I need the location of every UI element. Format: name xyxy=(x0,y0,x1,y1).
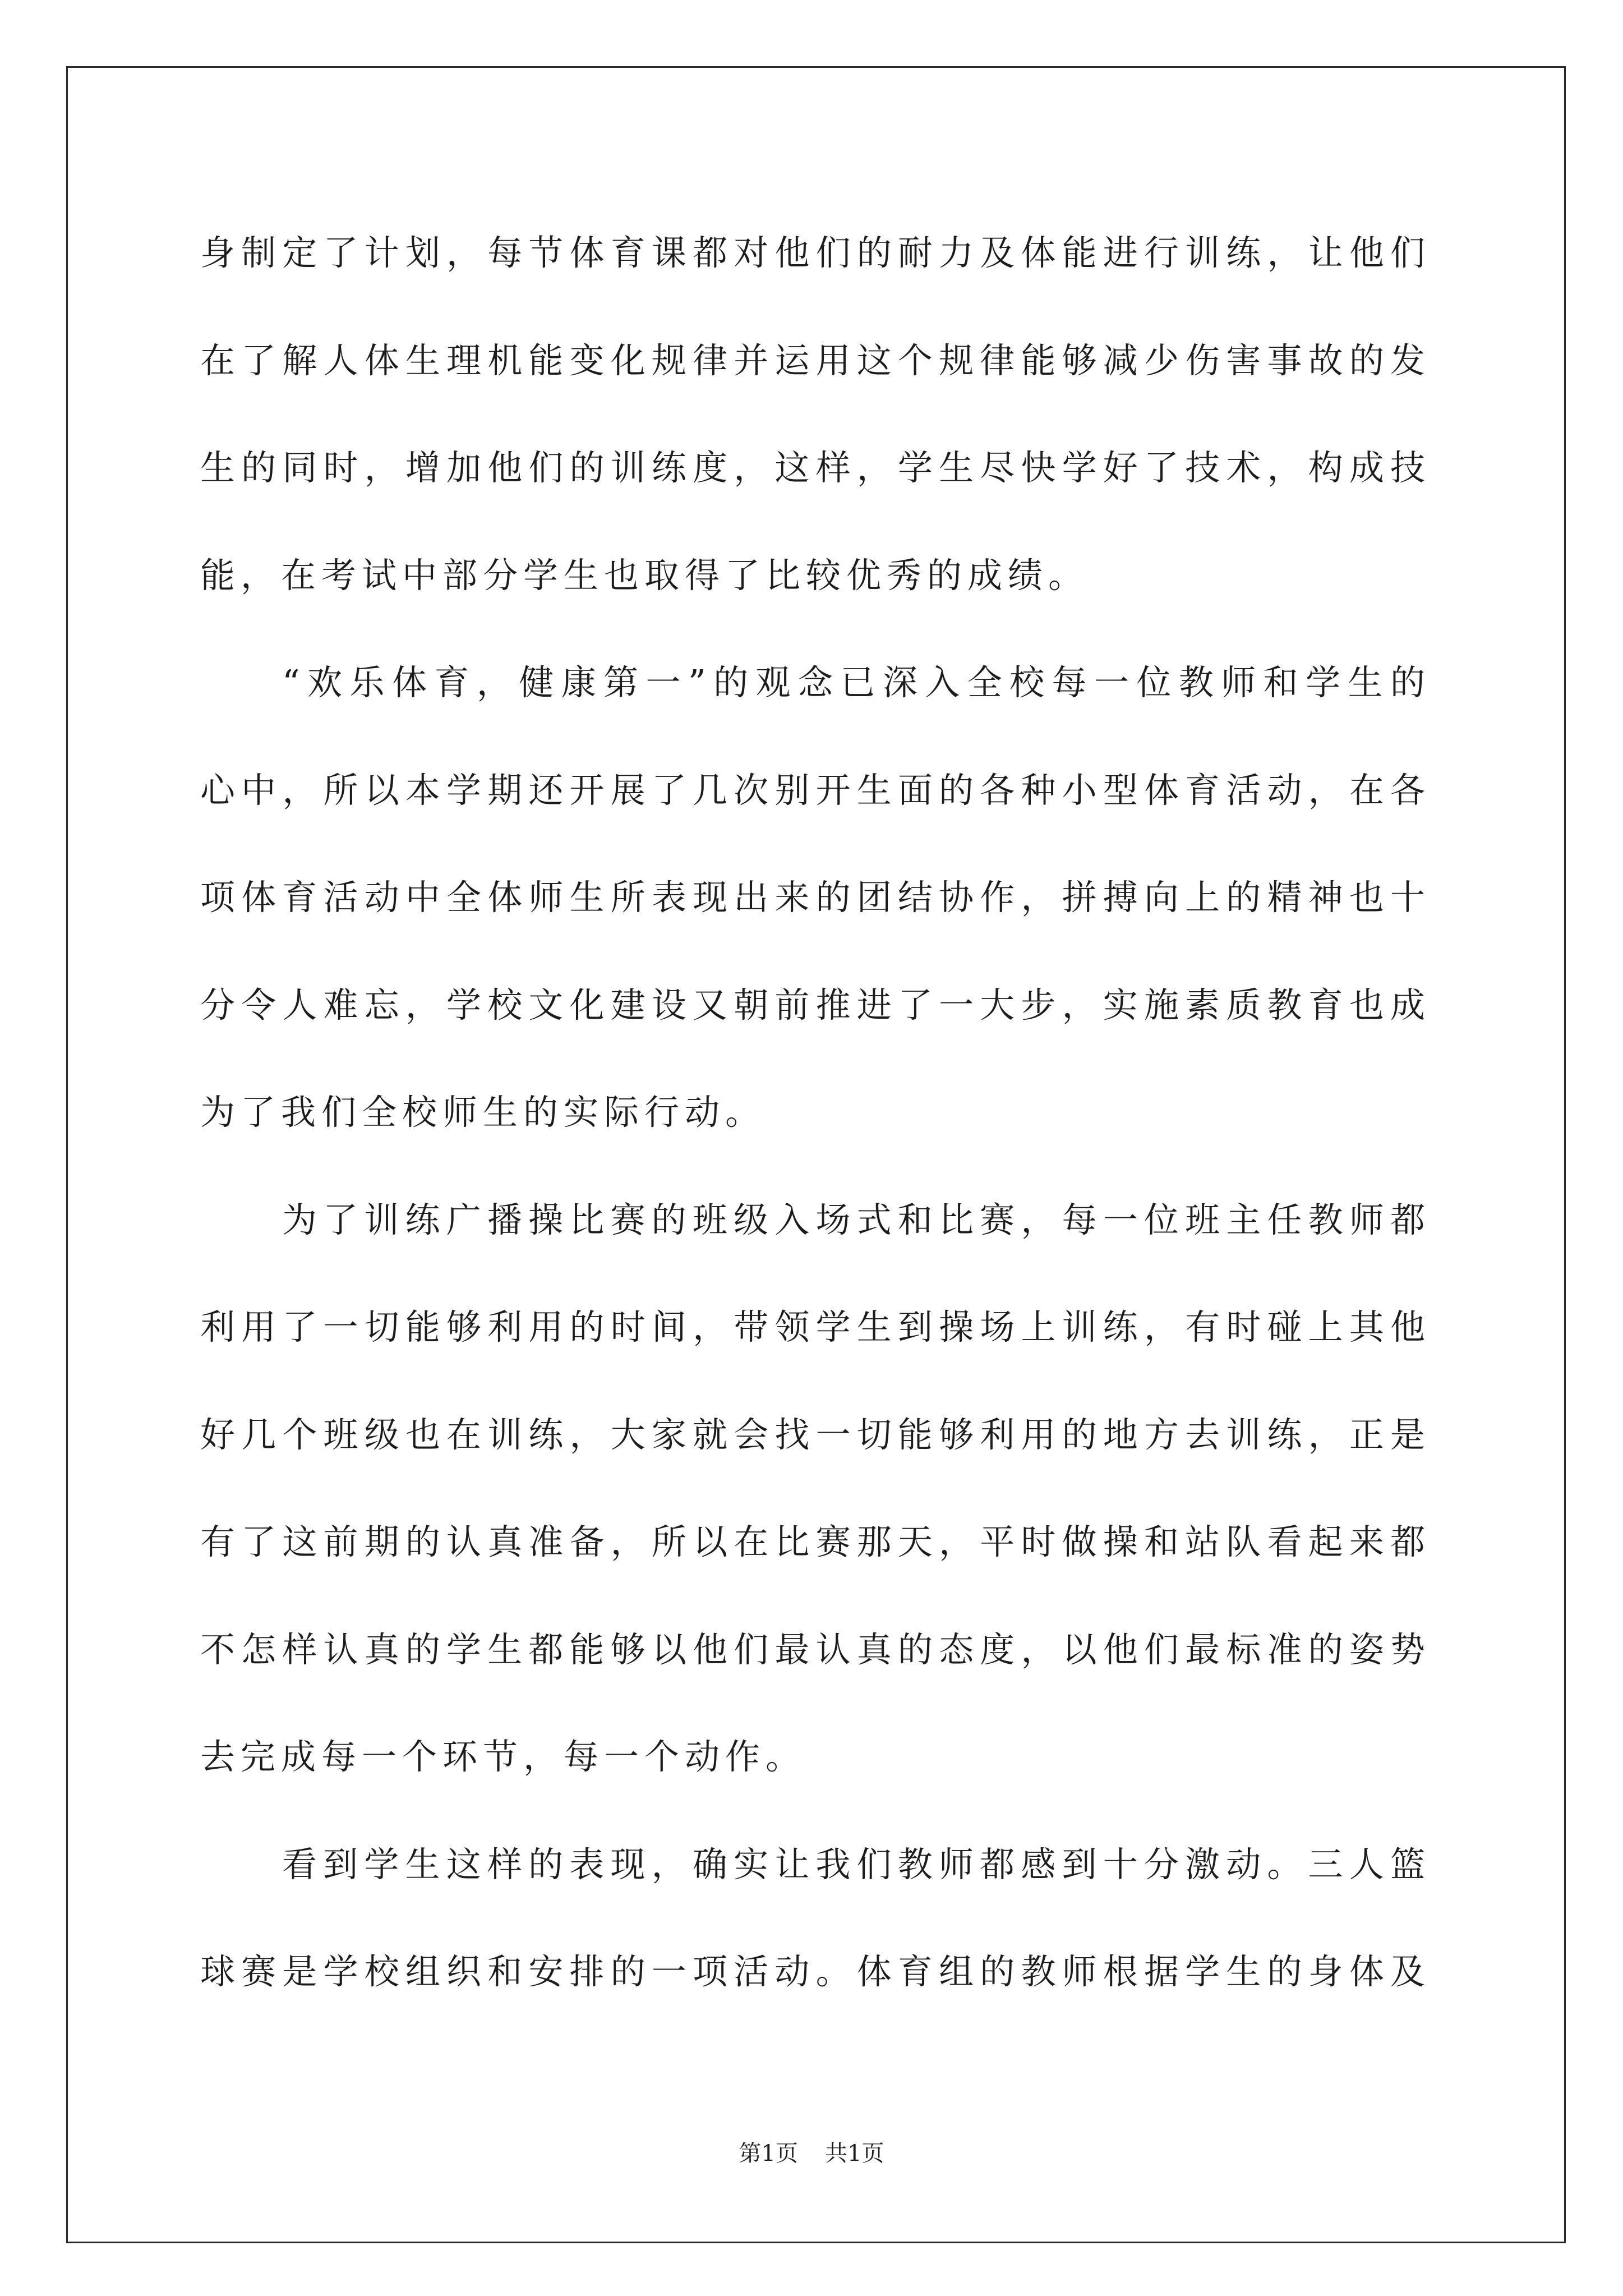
text-line: 好几个班级也在训练，大家就会找一切能够利用的地方去训练，正是 xyxy=(200,1414,1431,1455)
paragraph xyxy=(200,199,1431,629)
text-line: 生的同时，增加他们的训练度，这样，学生尽快学好了技术，构成技 xyxy=(200,447,1431,488)
document-body xyxy=(200,199,1431,2026)
text-line: 身制定了计划，每节体育课都对他们的耐力及体能进行训练，让他们 xyxy=(200,232,1431,273)
text-line: 有了这前期的认真准备，所以在比赛那天，平时做操和站队看起来都 xyxy=(200,1521,1431,1562)
text-line: “欢乐体育，健康第一”的观念已深入全校每一位教师和学生的 xyxy=(282,662,1431,703)
page-total: 共1页 xyxy=(825,2141,884,2166)
page-footer xyxy=(0,2137,1623,2170)
text-line: 去完成每一个环节，每一个动作。 xyxy=(200,1736,806,1777)
text-line: 为了我们全校师生的实际行动。 xyxy=(200,1092,766,1133)
page-number: 第1页 xyxy=(739,2141,798,2166)
paragraph xyxy=(200,1811,1431,2026)
text-line: 心中，所以本学期还开展了几次别开生面的各种小型体育活动，在各 xyxy=(200,769,1431,811)
paragraph xyxy=(200,629,1431,1166)
text-line: 不怎样认真的学生都能够以他们最认真的态度，以他们最标准的姿势 xyxy=(200,1628,1431,1670)
text-line: 为了训练广播操比赛的班级入场式和比赛，每一位班主任教师都 xyxy=(282,1199,1431,1240)
text-line: 看到学生这样的表现，确实让我们教师都感到十分激动。三人篮 xyxy=(282,1843,1431,1885)
paragraph xyxy=(200,1166,1431,1811)
text-line: 利用了一切能够利用的时间，带领学生到操场上训练，有时碰上其他 xyxy=(200,1306,1431,1347)
text-line: 能，在考试中部分学生也取得了比较优秀的成绩。 xyxy=(200,554,1089,596)
text-line: 球赛是学校组织和安排的一项活动。体育组的教师根据学生的身体及 xyxy=(200,1951,1431,1992)
text-line: 分令人难忘，学校文化建设又朝前推进了一大步，实施素质教育也成 xyxy=(200,984,1431,1025)
text-line: 在了解人体生理机能变化规律并运用这个规律能够减少伤害事故的发 xyxy=(200,339,1431,381)
text-line: 项体育活动中全体师生所表现出来的团结协作，拼搏向上的精神也十 xyxy=(200,877,1431,918)
